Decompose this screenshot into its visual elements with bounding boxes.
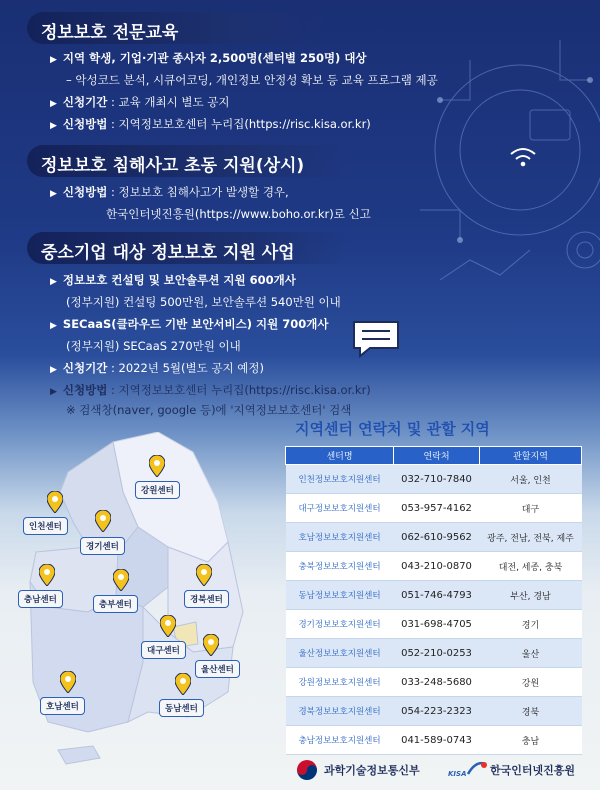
location-pin-icon — [60, 671, 76, 693]
triangle-bullet-icon: ▶ — [50, 55, 57, 65]
region: 서울, 인천 — [480, 465, 582, 494]
section-title-education: 정보보호 전문교육 — [27, 12, 327, 44]
consulting-line — [50, 272, 296, 288]
location-pin-icon — [95, 510, 111, 532]
region: 대구 — [480, 494, 582, 523]
triangle-bullet-icon: ▶ — [50, 365, 57, 375]
table-title: 지역센터 연락처 및 관할 지역 — [295, 420, 490, 438]
map-label-gyeonggi: 경기센터 — [80, 537, 125, 555]
incident-method-line — [50, 184, 289, 200]
region: 울산 — [480, 639, 582, 668]
education-target-line — [50, 50, 367, 66]
government-emblem-icon — [296, 759, 318, 781]
map-label-chungnam: 충남센터 — [18, 590, 63, 608]
phone: 053-957-4162 — [394, 494, 480, 523]
map-label-chungbu: 충부센터 — [93, 595, 138, 613]
center-name: 경기정보보호지원센터 — [286, 610, 394, 639]
section-title-incident-response: 정보보호 침해사고 초동 지원(상시) — [27, 145, 347, 177]
location-pin-icon — [47, 491, 63, 513]
table-header-row — [286, 447, 582, 465]
region: 강원 — [480, 668, 582, 697]
kisa-logo-icon — [466, 760, 488, 778]
region: 경북 — [480, 697, 582, 726]
method-value: : 정보보호 침해사고가 발생할 경우, — [107, 185, 289, 199]
column-header-phone: 연락처 — [394, 447, 480, 465]
triangle-bullet-icon: ▶ — [50, 121, 57, 131]
phone: 033-248-5680 — [394, 668, 480, 697]
triangle-bullet-icon: ▶ — [50, 387, 57, 397]
education-target-text: 지역 학생, 기업·기관 종사자 2,500명(센터별 250명) 대상 — [62, 51, 367, 65]
center-name: 인천정보보호지원센터 — [286, 465, 394, 494]
period-value: : 2022년 5월(별도 공지 예정) — [107, 361, 264, 375]
method-label: 신청방법 — [62, 117, 108, 131]
center-name: 호남정보보호지원센터 — [286, 523, 394, 552]
period-label: 신청기간 — [62, 361, 108, 375]
method-label: 신청방법 — [62, 185, 108, 199]
center-name: 강원정보보호지원센터 — [286, 668, 394, 697]
triangle-bullet-icon: ▶ — [50, 189, 57, 199]
secaas-text: SECaaS(클라우드 기반 보안서비스) 지원 700개사 — [62, 317, 329, 331]
map-label-gangwon: 강원센터 — [135, 481, 180, 499]
phone: 032-710-7840 — [394, 465, 480, 494]
column-header-region: 관할지역 — [480, 447, 582, 465]
phone: 031-698-4705 — [394, 610, 480, 639]
wifi-icon — [508, 145, 538, 169]
phone: 054-223-2323 — [394, 697, 480, 726]
secaas-detail-line: (정부지원) SECaaS 270만원 이내 — [66, 339, 241, 353]
phone: 043-210-0870 — [394, 552, 480, 581]
table-row — [286, 639, 582, 668]
period-label: 신청기간 — [62, 95, 108, 109]
kisa-name: 한국인터넷진흥원 — [490, 764, 576, 777]
region: 충남 — [480, 726, 582, 755]
table-row — [286, 610, 582, 639]
table-row — [286, 465, 582, 494]
search-tip-line: ※ 검색창(naver, google 등)에 '지역정보보호센터' 검색 — [66, 403, 352, 417]
table-row — [286, 581, 582, 610]
table-row — [286, 494, 582, 523]
region: 부산, 경남 — [480, 581, 582, 610]
phone: 062-610-9562 — [394, 523, 480, 552]
consulting-text: 정보보호 컨설팅 및 보안솔루션 지원 600개사 — [62, 273, 296, 287]
kisa-logo-mark: KISA — [448, 770, 467, 778]
triangle-bullet-icon: ▶ — [50, 321, 57, 331]
sme-method-line — [50, 382, 371, 398]
center-name: 울산정보보호지원센터 — [286, 639, 394, 668]
location-pin-icon — [113, 569, 129, 591]
table-row — [286, 523, 582, 552]
sme-period-line — [50, 360, 264, 376]
section-title-sme-support: 중소기업 대상 정보보호 지원 사업 — [27, 232, 347, 264]
phone: 051-746-4793 — [394, 581, 480, 610]
map-label-dongnam: 동남센터 — [159, 699, 204, 717]
consulting-detail-line: (정부지원) 컨설팅 500만원, 보안솔루션 540만원 이내 — [66, 295, 341, 309]
chat-bubble-icon — [350, 318, 402, 360]
secaas-line — [50, 316, 328, 332]
table-row — [286, 552, 582, 581]
center-name: 동남정보보호지원센터 — [286, 581, 394, 610]
education-period-line — [50, 94, 230, 110]
location-pin-icon — [39, 564, 55, 586]
phone: 052-210-0253 — [394, 639, 480, 668]
map-label-incheon: 인천센터 — [23, 517, 68, 535]
education-program-line: – 악성코드 분석, 시큐어코딩, 개인정보 안정성 확보 등 교육 프로그램 제공 — [66, 73, 438, 87]
triangle-bullet-icon: ▶ — [50, 99, 57, 109]
center-name: 경북정보보호지원센터 — [286, 697, 394, 726]
triangle-bullet-icon: ▶ — [50, 277, 57, 287]
incident-report-line: 한국인터넷진흥원(https://www.boho.or.kr)로 신고 — [106, 207, 371, 221]
location-pin-icon — [196, 564, 212, 586]
center-name: 충남정보보호지원센터 — [286, 726, 394, 755]
education-method-line — [50, 116, 371, 132]
column-header-center: 센터명 — [286, 447, 394, 465]
location-pin-icon — [160, 615, 176, 637]
method-value: : 지역정보보호센터 누리집(https://risc.kisa.or.kr) — [107, 117, 371, 131]
map-region-jeju — [58, 746, 100, 764]
table-row — [286, 697, 582, 726]
method-label: 신청방법 — [62, 383, 108, 397]
location-pin-icon — [175, 673, 191, 695]
location-pin-icon — [149, 455, 165, 477]
map-label-daegu: 대구센터 — [141, 641, 186, 659]
region: 대전, 세종, 충북 — [480, 552, 582, 581]
center-name: 충북정보보호지원센터 — [286, 552, 394, 581]
table-row — [286, 726, 582, 755]
phone: 041-589-0743 — [394, 726, 480, 755]
location-pin-icon — [203, 634, 219, 656]
contacts-table — [285, 446, 582, 755]
ministry-name: 과학기술정보통신부 — [324, 764, 420, 777]
map-label-gyeongbuk: 경북센터 — [184, 590, 229, 608]
period-value: : 교육 개최시 별도 공지 — [107, 95, 230, 109]
map-label-honam: 호남센터 — [40, 697, 85, 715]
region: 경기 — [480, 610, 582, 639]
center-name: 대구정보보호지원센터 — [286, 494, 394, 523]
table-row — [286, 668, 582, 697]
region: 광주, 전남, 전북, 제주 — [480, 523, 582, 552]
map-label-ulsan: 울산센터 — [195, 660, 240, 678]
method-value: : 지역정보보호센터 누리집(https://risc.kisa.or.kr) — [107, 383, 371, 397]
